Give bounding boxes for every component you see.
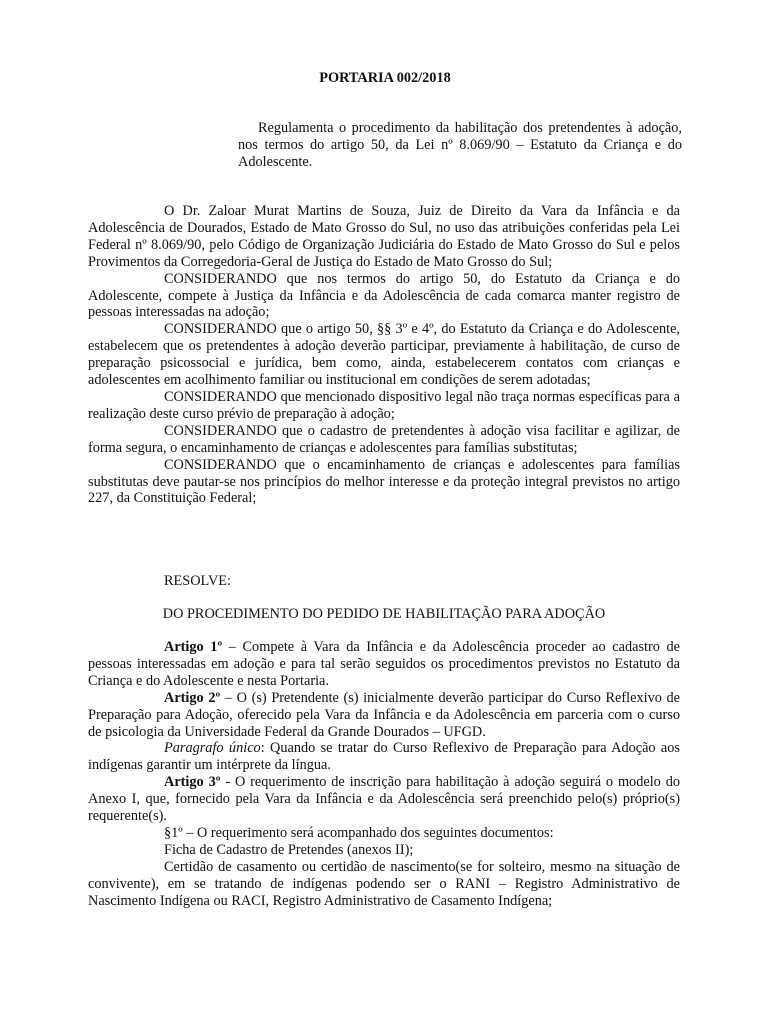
article-3 [88, 774, 680, 825]
article-2 [88, 690, 680, 741]
considerando-4: CONSIDERANDO que o cadastro de pretendentes à adoção visa facilitar e agilizar, de forma segura, o encaminhamento de crianças e adolescentes para famílias substitutas; [88, 422, 680, 456]
considerando-3: CONSIDERANDO que mencionado dispositivo legal não traça normas específicas para a realização deste curso prévio de preparação à adoção; [88, 388, 680, 422]
article-1 [88, 639, 680, 690]
section-heading-block [88, 606, 680, 623]
considerando-5: CONSIDERANDO que o encaminhamento de crianças e adolescentes para famílias substitutas deve pautar-se nos princípios do melhor interesse e da proteção integral previstos no artigo 227, da Constituição Federal; [88, 456, 680, 507]
paragrafo-unico-text: : Quando se tratar do Curso Reflexivo de Preparação para Adoção aos indígenas garantir um intérprete da língua. [88, 740, 680, 774]
resolve-block [88, 573, 680, 590]
preamble: O Dr. Zaloar Murat Martins de Souza, Juiz de Direito da Vara da Infância e da Adolescência de Dourados, Estado de Mato Grosso do Sul, no uso das atribuições conferidas pela Lei Federal nº 8.069/90, pelo Código de Organização Judiciária do Estado de Mato Grosso do Sul e pelos Provimentos da Corregedoria-Geral de Justiça do Estado de Mato Grosso do Sul; [88, 203, 680, 270]
resolve-label: RESOLVE: [164, 573, 231, 589]
preamble-block [88, 203, 680, 507]
articles-block [88, 639, 680, 910]
article-1-label: Artigo 1º [164, 639, 223, 655]
item-certidao: Certidão de casamento ou certidão de nascimento(se for solteiro, mesmo na situação de convivente), em se tratando de indígenas podendo ser o RANI – Registro Administrativo de Nascimento Indígena ou RACI, Registro Administrativo de Casamento Indígena; [88, 858, 680, 909]
paragrafo-unico-label: Paragrafo único [164, 740, 261, 757]
item-ficha-cadastro: Ficha de Cadastro de Pretendes (anexos II); [164, 841, 414, 858]
considerando-1: CONSIDERANDO que nos termos do artigo 50, do Estatuto da Criança e do Adolescente, compete à Justiça da Infância e da Adolescência de cada comarca manter registro de pessoas interessadas na adoção; [88, 270, 680, 321]
article-3-text: - O requerimento de inscrição para habilitação à adoção seguirá o modelo do Anexo I, que, fornecido pela Vara da Infância e da Adolescência será preenchido pelo(s) próprio(s) requerente(s). [88, 774, 680, 825]
article-1-text: – Compete à Vara da Infância e da Adolescência proceder ao cadastro de pessoas interessadas em adoção e para tal serão seguidos os procedimentos previstos no Estatuto da Criança e do Adolescente e nesta Portaria. [88, 639, 680, 689]
ementa: Regulamenta o procedimento da habilitação dos pretendentes à adoção, nos termos do artigo 50, da Lei nº 8.069/90 – Estatuto da Criança e do Adolescente. [238, 120, 682, 170]
article-2-label: Artigo 2º [164, 689, 221, 706]
considerando-2: CONSIDERANDO que o artigo 50, §§ 3º e 4º, do Estatuto da Criança e do Adolescente, estabelecem que os pretendentes à adoção deverão participar, previamente à habilitação, de curso de preparação psicossocial e jurídica, bem como, ainda, estabelecerem contatos com crianças e adolescentes em acolhimento familiar ou institucional em condições de serem adotadas; [88, 321, 680, 389]
article-2-text: – O (s) Pretendente (s) inicialmente deverão participar do Curso Reflexivo de Preparação para Adoção, oferecido pela Vara da Infância e da Adolescência em parceria com o curso de psicologia da Universidade Federal da Grande Dourados – UFGD. [88, 689, 680, 740]
paragrafo-unico [88, 740, 680, 774]
article-3-label: Artigo 3º [164, 774, 221, 791]
paragraph-1: §1º – O requerimento será acompanhado dos seguintes documentos: [164, 824, 554, 841]
section-heading: DO PROCEDIMENTO DO PEDIDO DE HABILITAÇÃO PARA ADOÇÃO [162, 606, 606, 622]
document-title: PORTARIA 002/2018 [319, 70, 451, 86]
